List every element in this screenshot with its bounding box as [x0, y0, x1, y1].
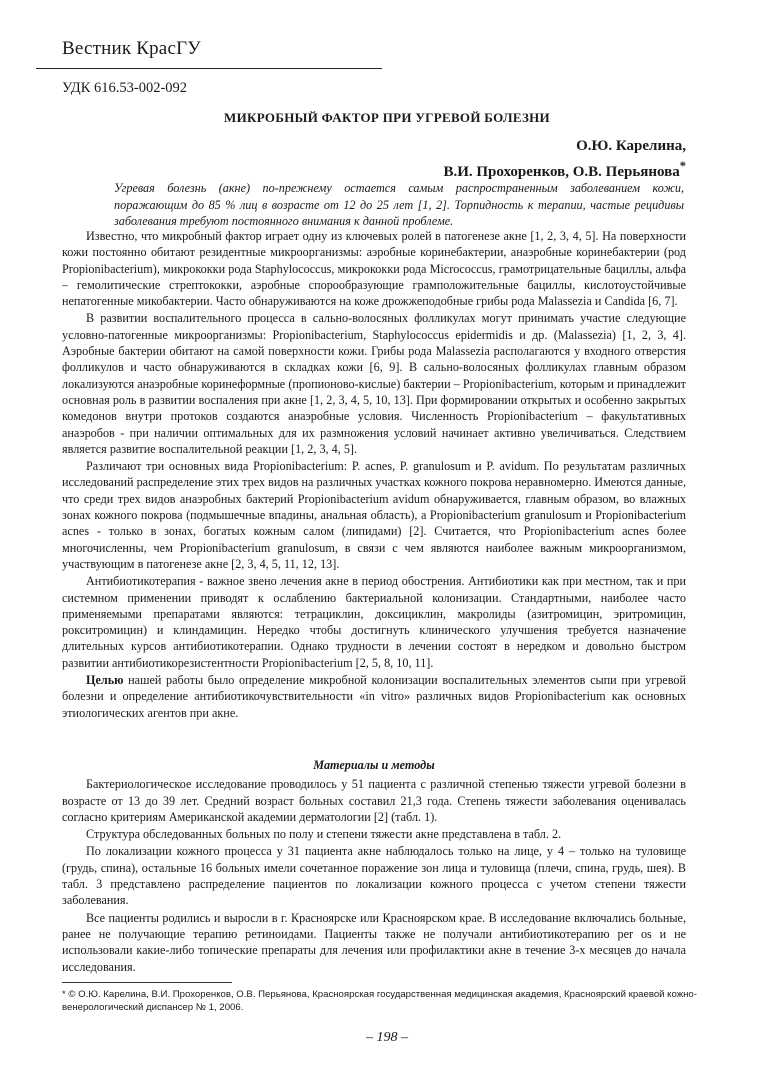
paragraph: В развитии воспалительного процесса в сально-волосяных фолликулах могут принимать участие следующие условно-патогенные микроорганизмы: Propionibacterium, Staphylococcus epidermidis и др. (Malassezia) [1, 2, 3, 4]. Аэробные бактерии обитают на самой поверхности кожи. Грибы рода Malassezia располагаются у входного отверстия фолликулов и часто обнаруживаются в складках кожи [6, 9]. В сально-волосяных фолликулах главным образом локализуются анаэробные коринеформные (пропионово-кислые) бактерии – Propionibacterium, которым и принадлежит основная роль в развитии воспаления при акне [1, 2, 3, 4, 5, 10, 13]. При формировании открытых и особенно закрытых комедонов внутри протоков создаются анаэробные условия. Численность Propionibacterium – факультативных анаэробов - при наличии оптимальных для их размножения условий начинает активно увеличиваться. Следствием является развитие воспалительной реакции [1, 2, 3, 4, 5].: [62, 311, 686, 456]
paragraph: Бактериологическое исследование проводилось у 51 пациента с различной степенью тяжести угревой болезни в возрасте от 13 до 39 лет. Средний возраст больных составил 21,3 года. Степень тяжести заболевания оценивалась согласно критериям Американской академии дерматологии [2] (табл. 1).: [62, 777, 686, 824]
paragraph: Все пациенты родились и выросли в г. Красноярске или Красноярском крае. В исследование включались больные, ранее не получающие терапию ретиноидами. Пациенты также не получали антибиотикотерапию per os и не использовали какие-либо топические препараты для лечения или профилактики акне в течение 3-х месяцев до начала исследования.: [62, 910, 686, 974]
article-title: МИКРОБНЫЙ ФАКТОР ПРИ УГРЕВОЙ БОЛЕЗНИ: [224, 110, 550, 125]
page-number: – 198 –: [366, 1030, 408, 1045]
abstract: Угревая болезнь (акне) по-прежнему остается самым распространенным заболеванием кожи, поражающим до 85 % лиц в возрасте от 12 до 25 лет [1, 2]. Торпидность к терапии, частые рецидивы заболевания требуют постоянного внимания к данной проблеме.: [114, 181, 684, 228]
paragraph: По локализации кожного процесса у 31 пациента акне наблюдалось только на лице, у 4 – только на туловище (грудь, спина), остальные 16 больных имели сочетанное поражение зон лица и туловища (плечи, спина, грудь, шея). В табл. 3 представлено распределение пациентов по локализации кожного процесса с учетом степени тяжести заболевания.: [62, 844, 686, 908]
footnote-rule: [62, 982, 232, 983]
methods-section: [62, 757, 686, 976]
author-footnote-mark: *: [679, 159, 686, 173]
aim-paragraph: [62, 672, 686, 721]
footnote: * © О.Ю. Карелина, В.И. Прохоренков, О.В. Перьянова, Красноярская государственная медицинская академия, Красноярский краевой кожно-венерологический диспансер № 1, 2006.: [62, 989, 697, 1013]
udc-code: УДК 616.53-002-092: [62, 80, 188, 96]
authors-line-2: [443, 156, 686, 182]
journal-name: Вестник КрасГУ: [62, 38, 201, 59]
paragraph: Различают три основных вида Propionibacterium: P. acnes, P. granulosum и P. avidum. По результатам различных исследований распределение этих трех видов на различных участках кожного покрова неравномерно. Имеются данные, что среди трех видов анаэробных бактерий Propionibacterium avidum обнаруживается, главным образом, во влажных зонах кожного покрова (подмышечные впадины, анальная область), а Propionibacterium granulosum и Propionibacterium acnes - только в зонах, богатых кожным салом (липидами) [2]. Считается, что Propionibacterium acnes более многочисленны, чем Propionibacterium granulosum, в связи с чем являются наиболее важным микроорганизмом, участвующим в патогенезе акне [2, 3, 4, 5, 11, 12, 13].: [62, 459, 686, 571]
authors-line-1: О.Ю. Карелина,: [576, 138, 686, 154]
authors-line-2-names: В.И. Прохоренков, О.В. Перьянова: [443, 164, 680, 180]
authors: [443, 136, 686, 182]
paragraph: Структура обследованных больных по полу и степени тяжести акне представлена в табл. 2.: [86, 827, 562, 842]
paragraph: Антибиотикотерапия - важное звено лечения акне в период обострения. Антибиотики как при местном, так и при системном применении приводят к ослаблению бактериальной колонизации. Стандартными, наиболее часто применяемыми препаратами являются: тетрациклин, доксициклин, макролиды (азитромицин, эритромицин, рокситромицин) и клиндамицин. Нередко чтобы достигнуть клинического улучшения требуется назначение длительных курсов антибиотикотерапии. Однако трудности в лечении состоят в нередком и довольно быстром развитии антибиотикорезистентности Propionibacterium [2, 5, 8, 10, 11].: [62, 574, 686, 670]
aim-lead: Целью: [86, 673, 124, 688]
aim-text: нашей работы было определение микробной колонизации воспалительных элементов сыпи при угревой болезни и определение антибиотикочувствительности «in vitro» различных видов Propionibacterium как основных этиологических агентов при акне.: [62, 673, 686, 720]
main-text: [62, 228, 686, 722]
paragraph: Известно, что микробный фактор играет одну из ключевых ролей в патогенезе акне [1, 2, 3, 4, 5]. На поверхности кожи постоянно обитают резидентные микроорганизмы: аэробные коринебактерии, анаэробные коринебактерии (род Propionibacterium), микрококки рода Staphylococcus, микрококки рода Micrococcus, грамотрицательные бациллы, альфа – гемолитические стрептококки, аэробные спорообразующие грамположительные бациллы, кислотоустойчивые непатогенные микобактерии. Часто обнаруживаются на коже дрожжеподобные грибы рода Malassezia и Candida [6, 7].: [62, 229, 686, 309]
header-rule: [36, 68, 382, 69]
methods-heading: Материалы и методы: [313, 758, 435, 772]
